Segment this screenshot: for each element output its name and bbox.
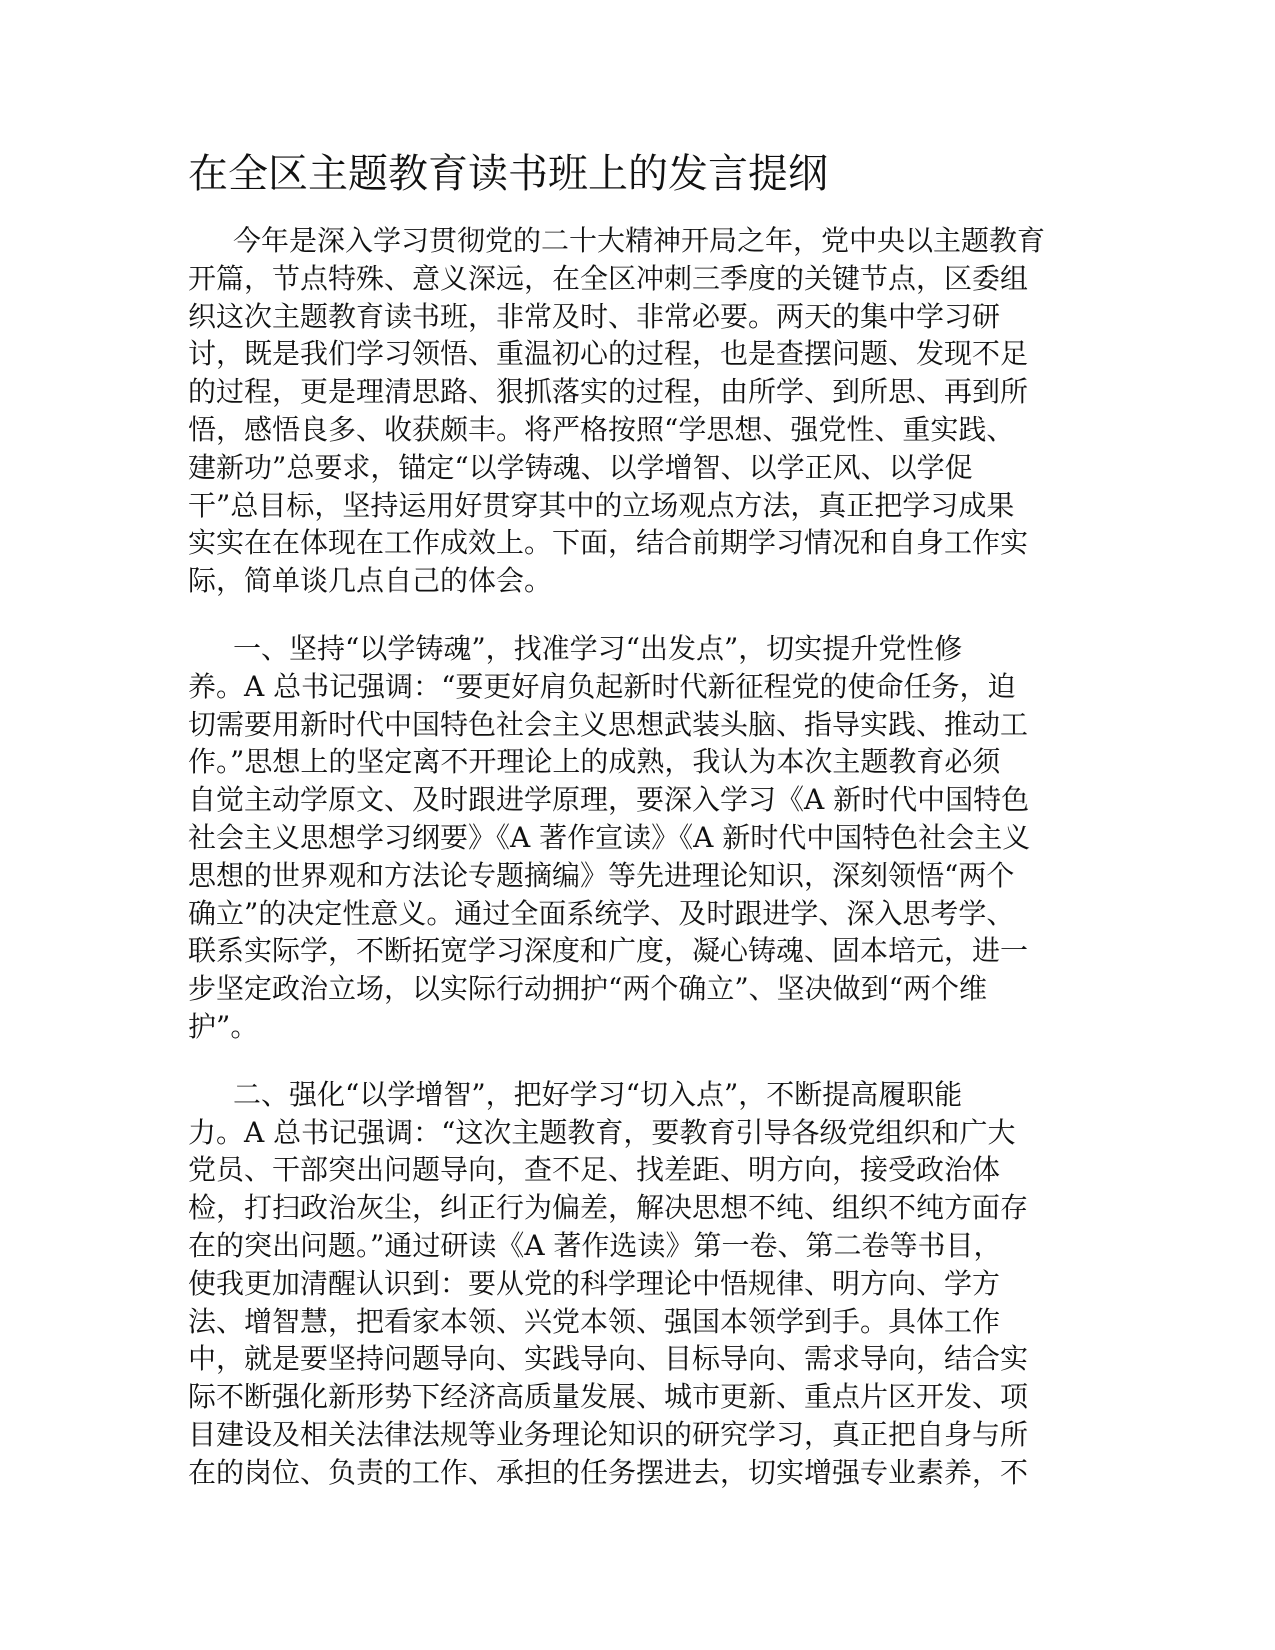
text-line: 实实在在体现在工作成效上。下面，结合前期学习情况和自身工作实 [188,526,1029,560]
text-line: 织这次主题教育读书班，非常及时、非常必要。两天的集中学习研 [188,299,1001,333]
text-line: 目建设及相关法律法规等业务理论知识的研究学习，真正把自身与所 [188,1417,1029,1451]
text-line: 一、坚持“以学铸魂”，找准学习“出发点”，切实提升党性修 [233,631,963,665]
text-line: 使我更加清醒认识到：要从党的科学理论中悟规律、明方向、学方 [188,1266,1001,1300]
text-line: 悟，感悟良多、收获颇丰。将严格按照“学思想、强党性、重实践、 [188,412,1015,446]
text-line: 在的岗位、负责的工作、承担的任务摆进去，切实增强专业素养，不 [188,1455,1029,1489]
text-line: 作。”思想上的坚定离不开理论上的成熟，我认为本次主题教育必须 [188,745,1001,779]
text-line: 思想的世界观和方法论专题摘编》等先进理论知识，深刻领悟“两个 [188,858,1015,892]
text-line: 检，打扫政治灰尘，纠正行为偏差，解决思想不纯、组织不纯方面存 [188,1191,1029,1225]
text-line: 际不断强化新形势下经济高质量发展、城市更新、重点片区开发、项 [188,1380,1029,1414]
text-line: 际，简单谈几点自己的体会。 [188,564,553,598]
text-line: 讨，既是我们学习领悟、重温初心的过程，也是查摆问题、发现不足 [188,337,1029,371]
text-line: 切需要用新时代中国特色社会主义思想武装头脑、指导实践、推动工 [188,707,1029,741]
text-line: 步坚定政治立场，以实际行动拥护“两个确立”、坚决做到“两个维 [188,972,987,1006]
document-title: 在全区主题教育读书班上的发言提纲 [188,151,828,197]
document-body [188,148,1088,1492]
text-line: 确立”的决定性意义。通过全面系统学、及时跟进学、深入思考学、 [188,896,1015,930]
text-line: 二、强化“以学增智”，把好学习“切入点”，不断提高履职能 [233,1077,963,1111]
text-line: 建新功”总要求，锚定“以学铸魂、以学增智、以学正风、以学促 [188,450,973,484]
text-line: 党员、干部突出问题导向，查不足、找差距、明方向，接受政治体 [188,1153,1001,1187]
text-line: 社会主义思想学习纲要》《A 著作宣读》《A 新时代中国特色社会主义 [188,820,1031,854]
text-line: 开篇，节点特殊、意义深远，在全区冲刺三季度的关键节点，区委组 [188,261,1029,295]
text-line: 中，就是要坚持问题导向、实践导向、目标导向、需求导向，结合实 [188,1342,1029,1376]
text-line: 的过程，更是理清思路、狠抓落实的过程，由所学、到所思、再到所 [188,375,1029,409]
text-line: 护”。 [188,1009,259,1043]
paragraph-section-one [188,630,1088,1046]
text-line: 自觉主动学原文、及时跟进学原理，要深入学习《A 新时代中国特色 [188,783,1030,817]
paragraph-intro [188,222,1088,600]
text-line: 力。A 总书记强调：“这次主题教育，要教育引导各级党组织和广大 [188,1115,1016,1149]
text-line: 在的突出问题。”通过研读《A 著作选读》第一卷、第二卷等书目， [188,1228,1002,1262]
text-line: 法、增智慧，把看家本领、兴党本领、强国本领学到手。具体工作 [188,1304,1001,1338]
text-line: 养。A 总书记强调：“要更好肩负起新时代新征程党的使命任务，迫 [188,669,1016,703]
text-line: 联系实际学，不断拓宽学习深度和广度，凝心铸魂、固本培元，进一 [188,934,1029,968]
text-line: 今年是深入学习贯彻党的二十大精神开局之年，党中央以主题教育 [233,224,1046,257]
paragraph-section-two [188,1076,1088,1492]
text-line: 干”总目标，坚持运用好贯穿其中的立场观点方法，真正把学习成果 [188,488,1015,522]
